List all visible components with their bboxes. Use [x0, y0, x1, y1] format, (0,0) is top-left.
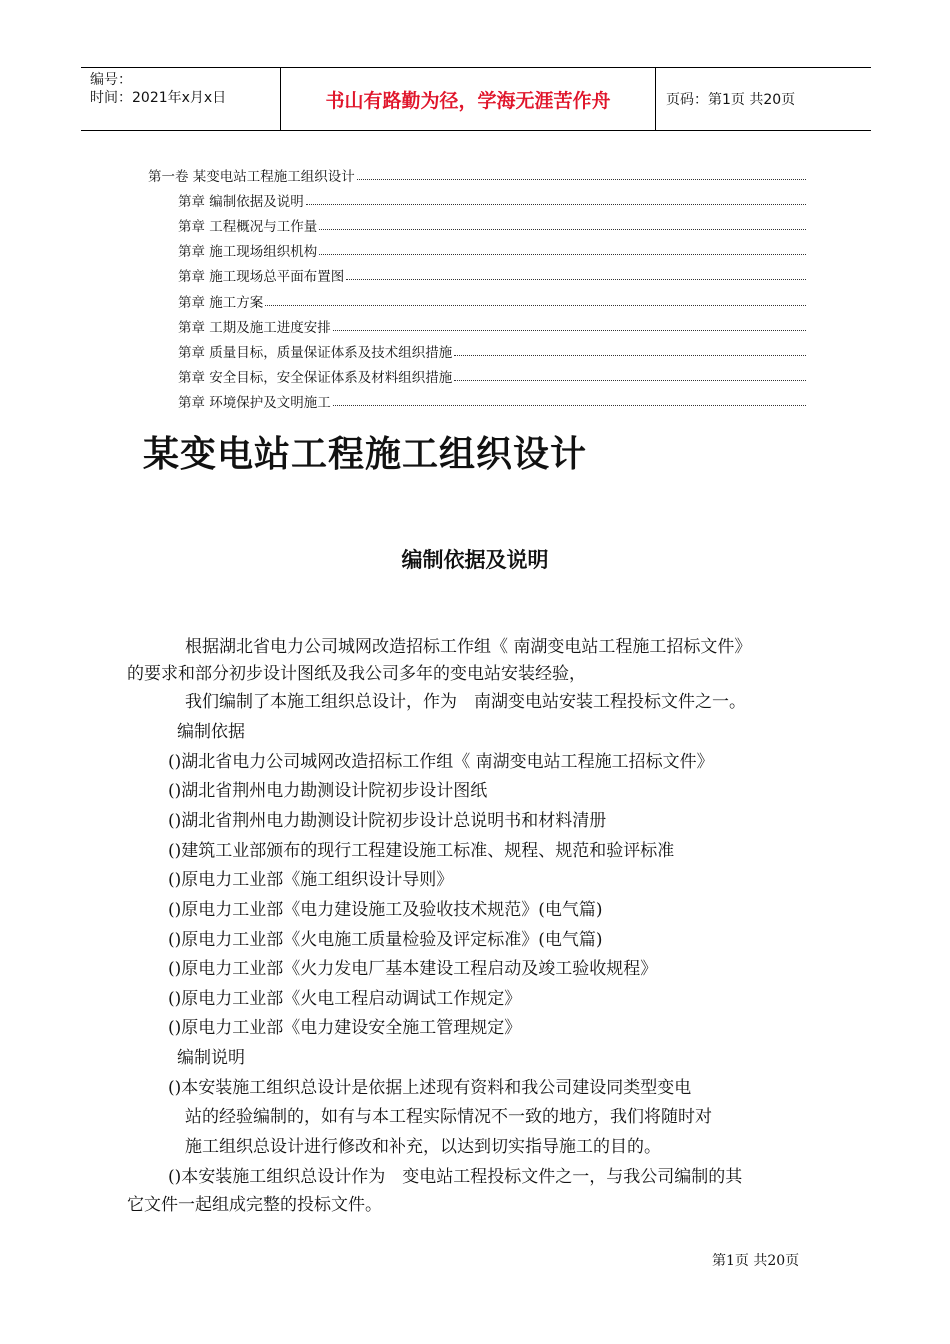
toc-entry[interactable] [148, 260, 806, 285]
toc-leader [454, 380, 806, 381]
toc-entry-text: 第一卷 某变电站工程施工组织设计 [148, 169, 355, 186]
basis-item: ()原电力工业部《火电施工质量检验及评定标准》(电气篇) [168, 930, 603, 950]
basis-item: ()原电力工业部《施工组织设计导则》 [168, 870, 454, 890]
note-line: 它文件一起组成完整的投标文件。 [127, 1195, 382, 1215]
table-of-contents [148, 160, 806, 411]
toc-leader [333, 330, 806, 331]
toc-leader [346, 279, 806, 280]
basis-item: ()建筑工业部颁布的现行工程建设施工标准、规程、规范和验评标准 [168, 841, 675, 861]
toc-entry-text: 第章 工程概况与工作量 [178, 219, 318, 236]
intro-line: 的要求和部分初步设计图纸及我公司多年的变电站安装经验， [127, 664, 586, 684]
basis-item: ()湖北省荆州电力勘测设计院初步设计总说明书和材料清册 [168, 811, 607, 831]
basis-item: ()湖北省荆州电力勘测设计院初步设计图纸 [168, 781, 488, 801]
header-page-info: 页码：第1页 共20页 [666, 92, 796, 108]
toc-leader [454, 355, 806, 356]
toc-entry[interactable] [148, 160, 806, 185]
basis-heading: 编制依据 [177, 722, 245, 742]
intro-line: 我们编制了本施工组织总设计，作为 南湖变电站安装工程投标文件之一。 [185, 692, 746, 712]
intro-line: 根据湖北省电力公司城网改造招标工作组《 南湖变电站工程施工招标文件》 [185, 637, 752, 657]
toc-entry-text: 第章 环境保护及文明施工 [178, 394, 331, 411]
note-line: ()本安装施工组织总设计是依据上述现有资料和我公司建设同类型变电 [168, 1078, 692, 1098]
notes-heading: 编制说明 [177, 1048, 245, 1068]
document-title: 某变电站工程施工组织设计 [143, 434, 588, 475]
toc-entry-text: 第章 编制依据及说明 [178, 194, 304, 211]
toc-leader [333, 405, 806, 406]
document-header [81, 67, 871, 131]
toc-entry[interactable] [148, 210, 806, 235]
toc-entry-text: 第章 施工现场组织机构 [178, 244, 318, 261]
time-label: 时间：2021年x月x日 [90, 90, 227, 106]
note-line: 站的经验编制的，如有与本工程实际情况不一致的地方，我们将随时对 [185, 1107, 712, 1127]
code-label: 编号： [90, 72, 132, 88]
basis-item: ()湖北省电力公司城网改造招标工作组《 南湖变电站工程施工招标文件》 [168, 752, 714, 772]
basis-item: ()原电力工业部《电力建设施工及验收技术规范》(电气篇) [168, 900, 603, 920]
toc-entry-text: 第章 质量目标，质量保证体系及技术组织措施 [178, 344, 453, 361]
toc-entry-text: 第章 工期及施工进度安排 [178, 319, 331, 336]
basis-item: ()原电力工业部《电力建设安全施工管理规定》 [168, 1018, 522, 1038]
toc-entry[interactable] [148, 386, 806, 411]
toc-leader [319, 254, 806, 255]
toc-entry[interactable] [148, 235, 806, 260]
basis-item: ()原电力工业部《火力发电厂基本建设工程启动及竣工验收规程》 [168, 959, 658, 979]
toc-entry[interactable] [148, 311, 806, 336]
toc-entry-text: 第章 施工现场总平面布置图 [178, 269, 345, 286]
toc-leader [306, 204, 806, 205]
toc-entry[interactable] [148, 285, 806, 310]
toc-entry-text: 第章 安全目标，安全保证体系及材料组织措施 [178, 369, 453, 386]
header-motto: 书山有路勤为径，学海无涯苦作舟 [281, 68, 656, 130]
note-line: 施工组织总设计进行修改和补充，以达到切实指导施工的目的。 [185, 1137, 661, 1157]
basis-item: ()原电力工业部《火电工程启动调试工作规定》 [168, 989, 522, 1009]
toc-entry[interactable] [148, 336, 806, 361]
note-line: ()本安装施工组织总设计作为 变电站工程投标文件之一，与我公司编制的其 [168, 1167, 743, 1187]
toc-entry[interactable] [148, 361, 806, 386]
toc-leader [319, 229, 806, 230]
toc-entry-text: 第章 施工方案 [178, 294, 264, 311]
section-title: 编制依据及说明 [401, 548, 549, 572]
toc-entry[interactable] [148, 185, 806, 210]
header-meta-cell [81, 68, 281, 130]
toc-leader [265, 305, 806, 306]
page-footer: 第1页 共20页 [712, 1253, 800, 1269]
toc-leader [357, 179, 806, 180]
